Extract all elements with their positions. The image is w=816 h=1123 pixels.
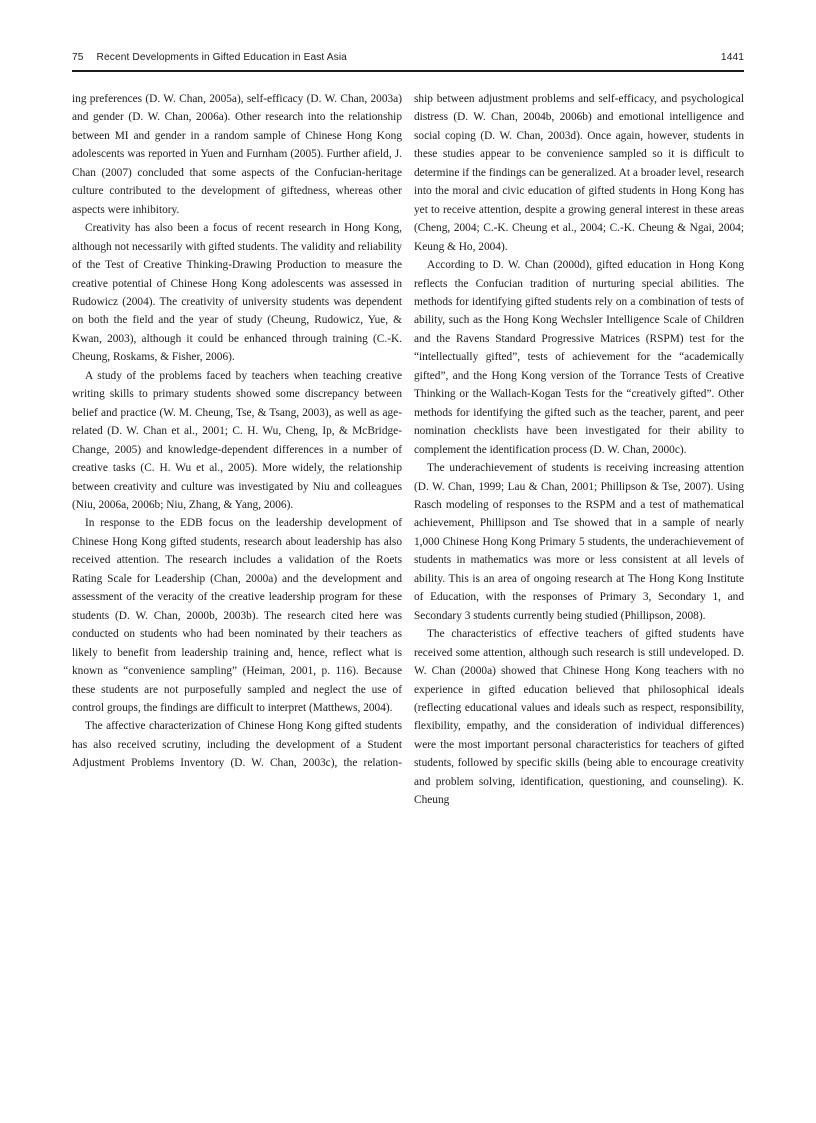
paragraph: In response to the EDB focus on the leadership development of Chinese Hong Kong gifted students, research about leadership has also received attention. The research includes a validation of the Roets Rating Scale for Leadership (Chan, 2000a) and the development and assessment of the veracity of the creative leadership program for these students (D. W. Chan, 2000b, 2003b). The research cited here was conducted on students who had been nominated by their teachers as likely to benefit from leadership training and, hence, reflect what is known as “convenience sampling” (Heiman, 2001, p. 116). Because these students are not purposefully sampled and neglect the use of control groups, the findings are difficult to interpret (Matthews, 2004). (72, 517, 402, 714)
header-rule (72, 70, 744, 72)
page-folio: 1441 (720, 52, 744, 63)
paragraph: The characteristics of effective teachers of gifted students have received some attention, although such research is still undeveloped. D. W. Chan (2000a) showed that Chinese Hong Kong teachers with no experience in gifted education believed that philosophical ideals (reflecting educational values and ideals such as respect, responsibility, flexibility, empathy, and the consideration of individual differences) were the most important personal characteristics for teachers of gifted students, followed by specific skills (being able to encourage creativity and problem solving, identification, questioning, and counseling). K. Cheung (414, 628, 744, 807)
paragraph: ing preferences (D. W. Chan, 2005a), self-efficacy (D. W. Chan, 2003a) and gender (D. W. Chan, 2006a). Other research into the relationship between MI and gender in a random sample of Chinese Hong Kong adolescents was reported in Yuen and Furnham (2005). Further afield, J. Chan (2007) concluded that some aspects of the Confucian-heritage culture contributed to the development of giftedness, whereas other aspects were inhibitory. (72, 93, 402, 216)
chapter-title: Recent Developments in Gifted Education in East Asia (96, 52, 347, 63)
chapter-number: 75 (72, 52, 84, 63)
left-column (72, 90, 402, 1025)
paragraph: The affective characterization of Chinese Hong Kong gifted students has also received scrutiny, including the development of a Student Adjustment Problems Inventory (D. W. Chan, 2003c), the relation- (72, 720, 402, 770)
paragraph: Creativity has also been a focus of recent research in Hong Kong, although not necessarily with gifted students. The validity and reliability of the Test of Creative Thinking-Drawing Production to measure the creative potential of Chinese Hong Kong adolescents was assessed in Rudowicz (2004). The creativity of university students was dependent on both the field and the year of study (Cheung, Rudowicz, Yue, & Kwan, 2003), although it could be enhanced through training (C.-K. Cheung, Roskams, & Fisher, 2006). (72, 222, 402, 364)
paragraph: A study of the problems faced by teachers when teaching creative writing skills to primary students showed some discrepancy between belief and practice (W. M. Cheung, Tse, & Tsang, 2003), as well as age-related (D. W. Chan et al., 2001; C. H. Wu, Cheng, Ip, & McBridge-Change, 2005) and knowledge-dependent differences in a number of creative tasks (C. H. Wu et al., 2005). More widely, the relationship between creativity and culture was investigated by Niu and colleagues (Niu, 2006a, 2006b; Niu, Zhang, & Yang, 2006). (72, 369, 402, 511)
running-head-left (72, 52, 347, 63)
paragraph: ship between adjustment problems and self-efficacy, and psychological distress (D. W. Chan, 2004b, 2006b) and emotional intelligence and social coping (D. W. Chan, 2003d). Once again, however, students in these studies appear to be convenience sampled so it is difficult to determine if the findings can be generalized. At a broader level, research into the moral and civic education of gifted students in Hong Kong has yet to receive attention, despite a growing general interest in these areas (Cheng, 2004; C.-K. Cheung et al., 2004; C.-K. Cheung & Ngai, 2004; Keung & Ho, 2004). (414, 93, 744, 253)
right-column (414, 90, 744, 1025)
paragraph: The underachievement of students is receiving increasing attention (D. W. Chan, 1999; Lau & Chan, 2001; Phillipson & Tse, 2007). Using Rasch modeling of responses to the RSPM and a test of mathematical achievement, Phillipson and Tse showed that in a sample of nearly 1,000 Chinese Hong Kong Primary 5 students, the underachievement of students in mathematics was more or less consistent at all levels of ability. This is an area of ongoing research at The Hong Kong Institute of Education, with the responses of Primary 3, Secondary 1, and Secondary 3 students currently being studied (Phillipson, 2008). (414, 462, 744, 622)
paragraph: According to D. W. Chan (2000d), gifted education in Hong Kong reflects the Confucian tradition of nurturing special abilities. The methods for identifying gifted students rely on a combination of tests of ability, such as the Hong Kong Wechsler Intelligence Scale of Children and the Ravens Standard Progressive Matrices (RSPM) test for the “intellectually gifted”, tests of achievement for the “academically gifted”, and the Hong Kong version of the Torrance Tests of Creative Thinking or the Wallach-Kogan Tests for the “creatively gifted”. Other methods for identifying the gifted such as the teacher, parent, and peer nomination checklists have been investigated for their ability to complement the identification process (D. W. Chan, 2000c). (414, 259, 744, 456)
two-column-text-body (72, 90, 744, 1025)
running-head (72, 52, 744, 63)
